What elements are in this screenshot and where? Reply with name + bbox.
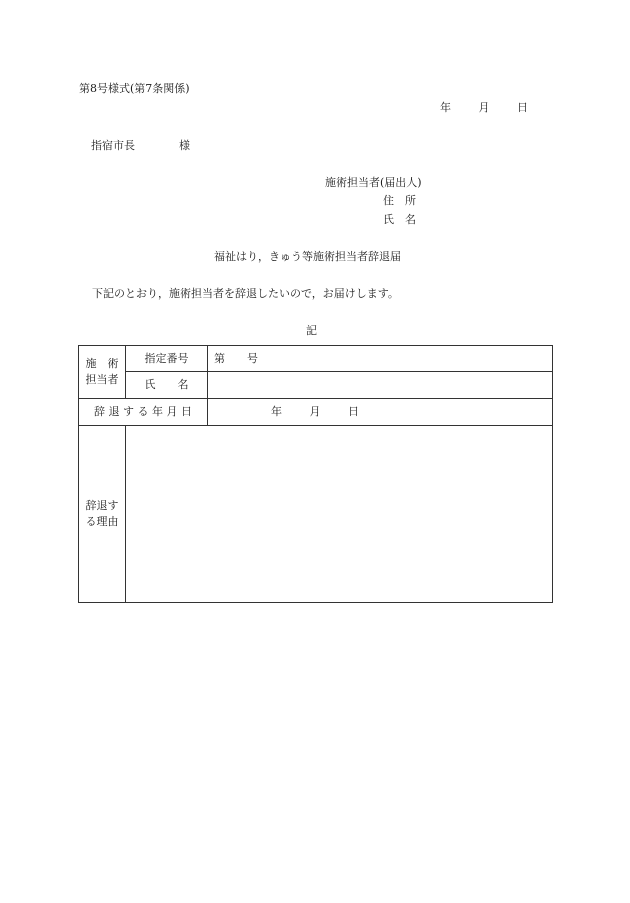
- body-text: 下記のとおり，施術担当者を辞退したいので，お届けします。: [92, 287, 399, 300]
- ki-heading: 記: [306, 324, 317, 337]
- withdrawal-form-table: [78, 345, 553, 603]
- applicant-label: 施術担当者(届出人): [325, 176, 422, 189]
- practitioner-name-label: 氏 名: [126, 372, 208, 399]
- designation-number-field[interactable]: 第 号: [208, 346, 553, 372]
- reason-label-line2: る理由: [85, 515, 119, 528]
- reason-field[interactable]: [126, 426, 553, 603]
- date-month: 月: [478, 101, 490, 114]
- date-day: 日: [517, 101, 528, 114]
- designation-number-label: 指定番号: [126, 346, 208, 372]
- form-number: 第8号様式(第7条関係): [79, 82, 190, 95]
- table-row: [79, 399, 553, 426]
- honorific: 様: [179, 139, 190, 152]
- practitioner-name-field[interactable]: [208, 372, 553, 399]
- submission-date: [440, 102, 528, 113]
- addressee: [91, 140, 190, 151]
- table-row: [79, 346, 553, 372]
- reason-label: [79, 426, 126, 603]
- date-year: 年: [440, 101, 451, 114]
- table-row: [79, 426, 553, 603]
- withdrawal-date-value: [208, 404, 552, 420]
- address-label: 住 所: [383, 194, 416, 207]
- name-label: 氏 名: [383, 213, 416, 226]
- practitioner-label: [79, 346, 126, 399]
- document-title: 福祉はり，きゅう等施術担当者辞退届: [214, 250, 401, 263]
- withdrawal-day: 日: [348, 405, 359, 419]
- withdrawal-year: 年: [271, 405, 282, 419]
- table-row: [79, 372, 553, 399]
- practitioner-label-line1: 施 術: [85, 357, 119, 371]
- practitioner-label-line2: 担当者: [85, 373, 119, 386]
- reason-label-line1: 辞退す: [85, 499, 119, 513]
- withdrawal-date-field[interactable]: [208, 399, 553, 426]
- withdrawal-month: 月: [309, 405, 321, 419]
- addressee-name: 指宿市長: [91, 139, 135, 152]
- withdrawal-date-label: 辞 退 す る 年 月 日: [79, 399, 208, 426]
